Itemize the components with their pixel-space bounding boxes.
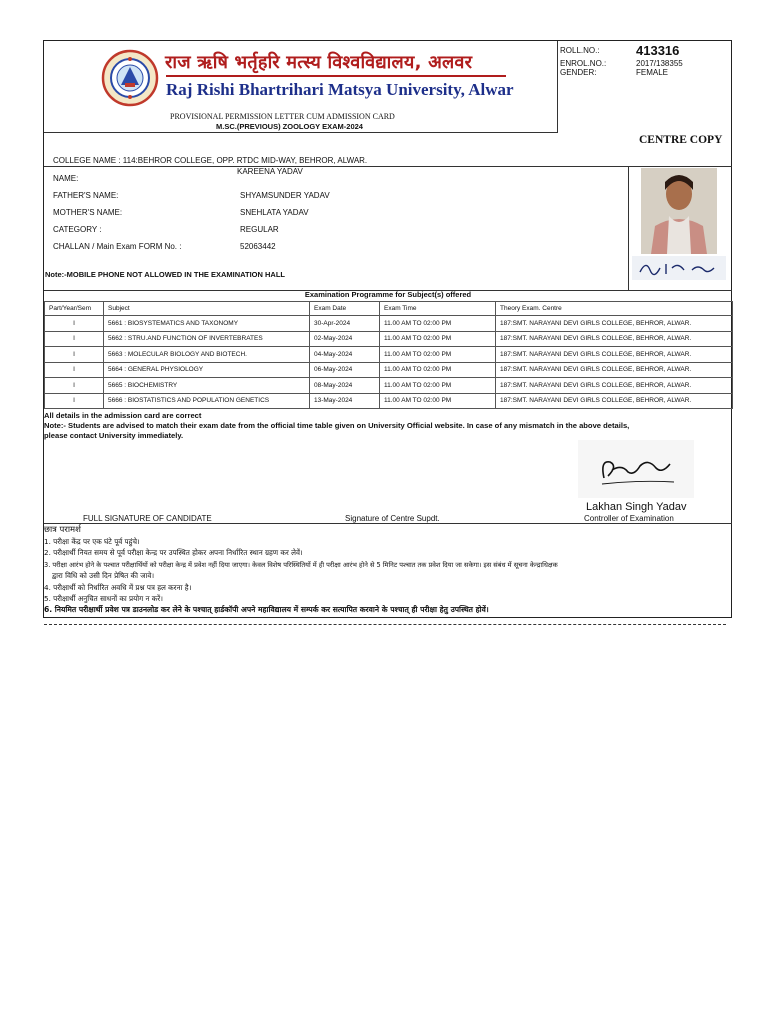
mother-label: MOTHER'S NAME:	[53, 208, 123, 217]
cell-part: I	[45, 331, 104, 347]
table-row	[45, 331, 733, 347]
cell-part: I	[45, 316, 104, 332]
cell-part: I	[45, 347, 104, 363]
table-row	[45, 378, 733, 394]
father-value: SHYAMSUNDER YADAV	[240, 191, 330, 200]
controller-name: Lakhan Singh Yadav	[586, 501, 687, 513]
mismatch-note-line1: Note:- Students are advised to match their exam date from the official time table given on University Official website. In case of any mismatch in the above details,	[44, 421, 630, 430]
college-name: COLLEGE NAME : 114:BEHROR COLLEGE, OPP. RTDC MID-WAY, BEHROR, ALWAR.	[53, 156, 368, 165]
category-label: CATEGORY :	[53, 225, 102, 234]
cell-part: I	[45, 362, 104, 378]
cell-time: 11.00 AM TO 02:00 PM	[380, 347, 496, 363]
cell-centre: 187:SMT. NARAYANI DEVI GIRLS COLLEGE, BEHROR, ALWAR.	[496, 347, 733, 363]
roll-label: ROLL.NO.:	[560, 46, 600, 55]
cell-time: 11.00 AM TO 02:00 PM	[380, 362, 496, 378]
enrol-number: 2017/138355	[636, 59, 683, 68]
cell-subject: 5661 : BIOSYSTEMATICS AND TAXONOMY	[104, 316, 310, 332]
cell-subject: 5663 : MOLECULAR BIOLOGY AND BIOTECH.	[104, 347, 310, 363]
instruction-item: 2. परीक्षार्थी नियत समय से पूर्व परीक्षा केन्द्र पर उपस्थित होकर अपना निर्धारित स्थान ग्रहण कर लेवें।	[44, 548, 303, 557]
cell-time: 11.00 AM TO 02:00 PM	[380, 316, 496, 332]
col-part: Part/Year/Sem	[45, 302, 104, 316]
col-time: Exam Time	[380, 302, 496, 316]
cell-date: 02-May-2024	[310, 331, 380, 347]
instruction-item: 3. परीक्षा आरंभ होने के पश्चात परीक्षार्थियों को परीक्षा केन्द्र में प्रवेश नहीं दिया जाएगा। केवल विशेष परिस्थितियों में ही परीक्षा आरंभ होने से 5 मिनिट पश्चात तक प्रवेश दिया जा सकेगा। इस संबंध में सूचना केन्द्राधिक्षक	[44, 561, 558, 569]
cell-part: I	[45, 393, 104, 409]
enrol-label: ENROL.NO.:	[560, 59, 607, 68]
challan-label: CHALLAN / Main Exam FORM No. :	[53, 242, 182, 251]
mismatch-note-line2: please contact University immediately.	[44, 431, 184, 440]
instructions-top-line	[44, 523, 732, 524]
table-row	[45, 347, 733, 363]
cell-subject: 5666 : BIOSTATISTICS AND POPULATION GENETICS	[104, 393, 310, 409]
cell-date: 13-May-2024	[310, 393, 380, 409]
cell-centre: 187:SMT. NARAYANI DEVI GIRLS COLLEGE, BEHROR, ALWAR.	[496, 362, 733, 378]
cell-date: 06-May-2024	[310, 362, 380, 378]
cell-centre: 187:SMT. NARAYANI DEVI GIRLS COLLEGE, BEHROR, ALWAR.	[496, 393, 733, 409]
father-label: FATHER'S NAME:	[53, 191, 119, 200]
cell-date: 30-Apr-2024	[310, 316, 380, 332]
university-name-english: Raj Rishi Bhartrihari Matsya University, Alwar	[166, 80, 514, 99]
photo-divider	[628, 166, 629, 290]
cut-line	[44, 624, 726, 625]
category-value: REGULAR	[240, 225, 279, 234]
cell-subject: 5665 : BIOCHEMISTRY	[104, 378, 310, 394]
cell-time: 11.00 AM TO 02:00 PM	[380, 393, 496, 409]
name-value: KAREENA YADAV	[237, 167, 303, 176]
instructions-heading: छात्र परामर्श	[44, 525, 81, 535]
cell-subject: 5664 : GENERAL PHYSIOLOGY	[104, 362, 310, 378]
university-name-hindi: राज ऋषि भर्तृहरि मत्स्य विश्वविद्यालय, अलवर	[165, 52, 473, 73]
table-row	[45, 362, 733, 378]
instruction-item: 1. परीक्षा केंद्र पर एक घंटे पूर्व पहुंचे।	[44, 537, 140, 546]
challan-value: 52063442	[240, 242, 276, 251]
exam-schedule-table	[44, 301, 733, 409]
col-centre: Theory Exam. Centre	[496, 302, 733, 316]
details-correct-note: All details in the admission card are correct	[44, 411, 202, 420]
cell-time: 11.00 AM TO 02:00 PM	[380, 378, 496, 394]
centre-supdt-signature-label: Signature of Centre Supdt.	[345, 514, 440, 523]
candidate-signature-image	[632, 256, 726, 280]
controller-title: Controller of Examination	[584, 514, 674, 523]
instruction-item: 4. परीक्षार्थी को निर्धारित अवधि में प्रश्न पत्र हल करना है।	[44, 583, 192, 592]
header-divider	[557, 41, 558, 132]
gender-value: FEMALE	[636, 68, 669, 77]
university-seal-icon	[101, 49, 159, 107]
instruction-item: द्वारा विधि को उसी दिन प्रेषित की जावे।	[52, 571, 155, 580]
col-date: Exam Date	[310, 302, 380, 316]
exam-title: M.SC.(PREVIOUS) ZOOLOGY EXAM-2024	[216, 122, 363, 131]
gender-label: GENDER:	[560, 68, 597, 77]
candidate-signature-label: FULL SIGNATURE OF CANDIDATE	[83, 514, 212, 523]
cell-centre: 187:SMT. NARAYANI DEVI GIRLS COLLEGE, BEHROR, ALWAR.	[496, 331, 733, 347]
candidate-photo	[641, 168, 717, 254]
letter-title: PROVISIONAL PERMISSION LETTER CUM ADMISSION CARD	[170, 112, 395, 121]
centre-copy-label: CENTRE COPY	[639, 134, 723, 146]
table-row	[45, 393, 733, 409]
programme-title: Examination Programme for Subject(s) offered	[304, 290, 472, 299]
title-underline	[166, 75, 506, 77]
instruction-item: 5. परीक्षार्थी अनुचित साधनों का प्रयोग न करें।	[44, 594, 163, 603]
cell-time: 11.00 AM TO 02:00 PM	[380, 331, 496, 347]
table-row	[45, 316, 733, 332]
table-header-row	[45, 302, 733, 316]
cell-centre: 187:SMT. NARAYANI DEVI GIRLS COLLEGE, BEHROR, ALWAR.	[496, 316, 733, 332]
cell-subject: 5662 : STRU.AND FUNCTION OF INVERTEBRATES	[104, 331, 310, 347]
controller-signature-image	[578, 440, 694, 498]
col-subject: Subject	[104, 302, 310, 316]
cell-date: 08-May-2024	[310, 378, 380, 394]
cell-date: 04-May-2024	[310, 347, 380, 363]
cell-centre: 187:SMT. NARAYANI DEVI GIRLS COLLEGE, BEHROR, ALWAR.	[496, 378, 733, 394]
instruction-item: 6. नियमित परीक्षार्थी प्रवेश पत्र डाउनलोड कर लेने के पश्चात् हार्डकॉपी अपने महाविद्यालय में सम्पर्क कर सत्यापित करवाने के पश्चात् ही परीक्षा हेतु उपस्थित होवें।	[44, 605, 489, 614]
roll-number: 413316	[636, 43, 680, 58]
header-bottom-line	[44, 132, 558, 133]
mother-value: SNEHLATA YADAV	[240, 208, 309, 217]
name-label: NAME:	[53, 174, 79, 183]
cell-part: I	[45, 378, 104, 394]
mobile-note: Note:-MOBILE PHONE NOT ALLOWED IN THE EXAMINATION HALL	[45, 270, 285, 279]
